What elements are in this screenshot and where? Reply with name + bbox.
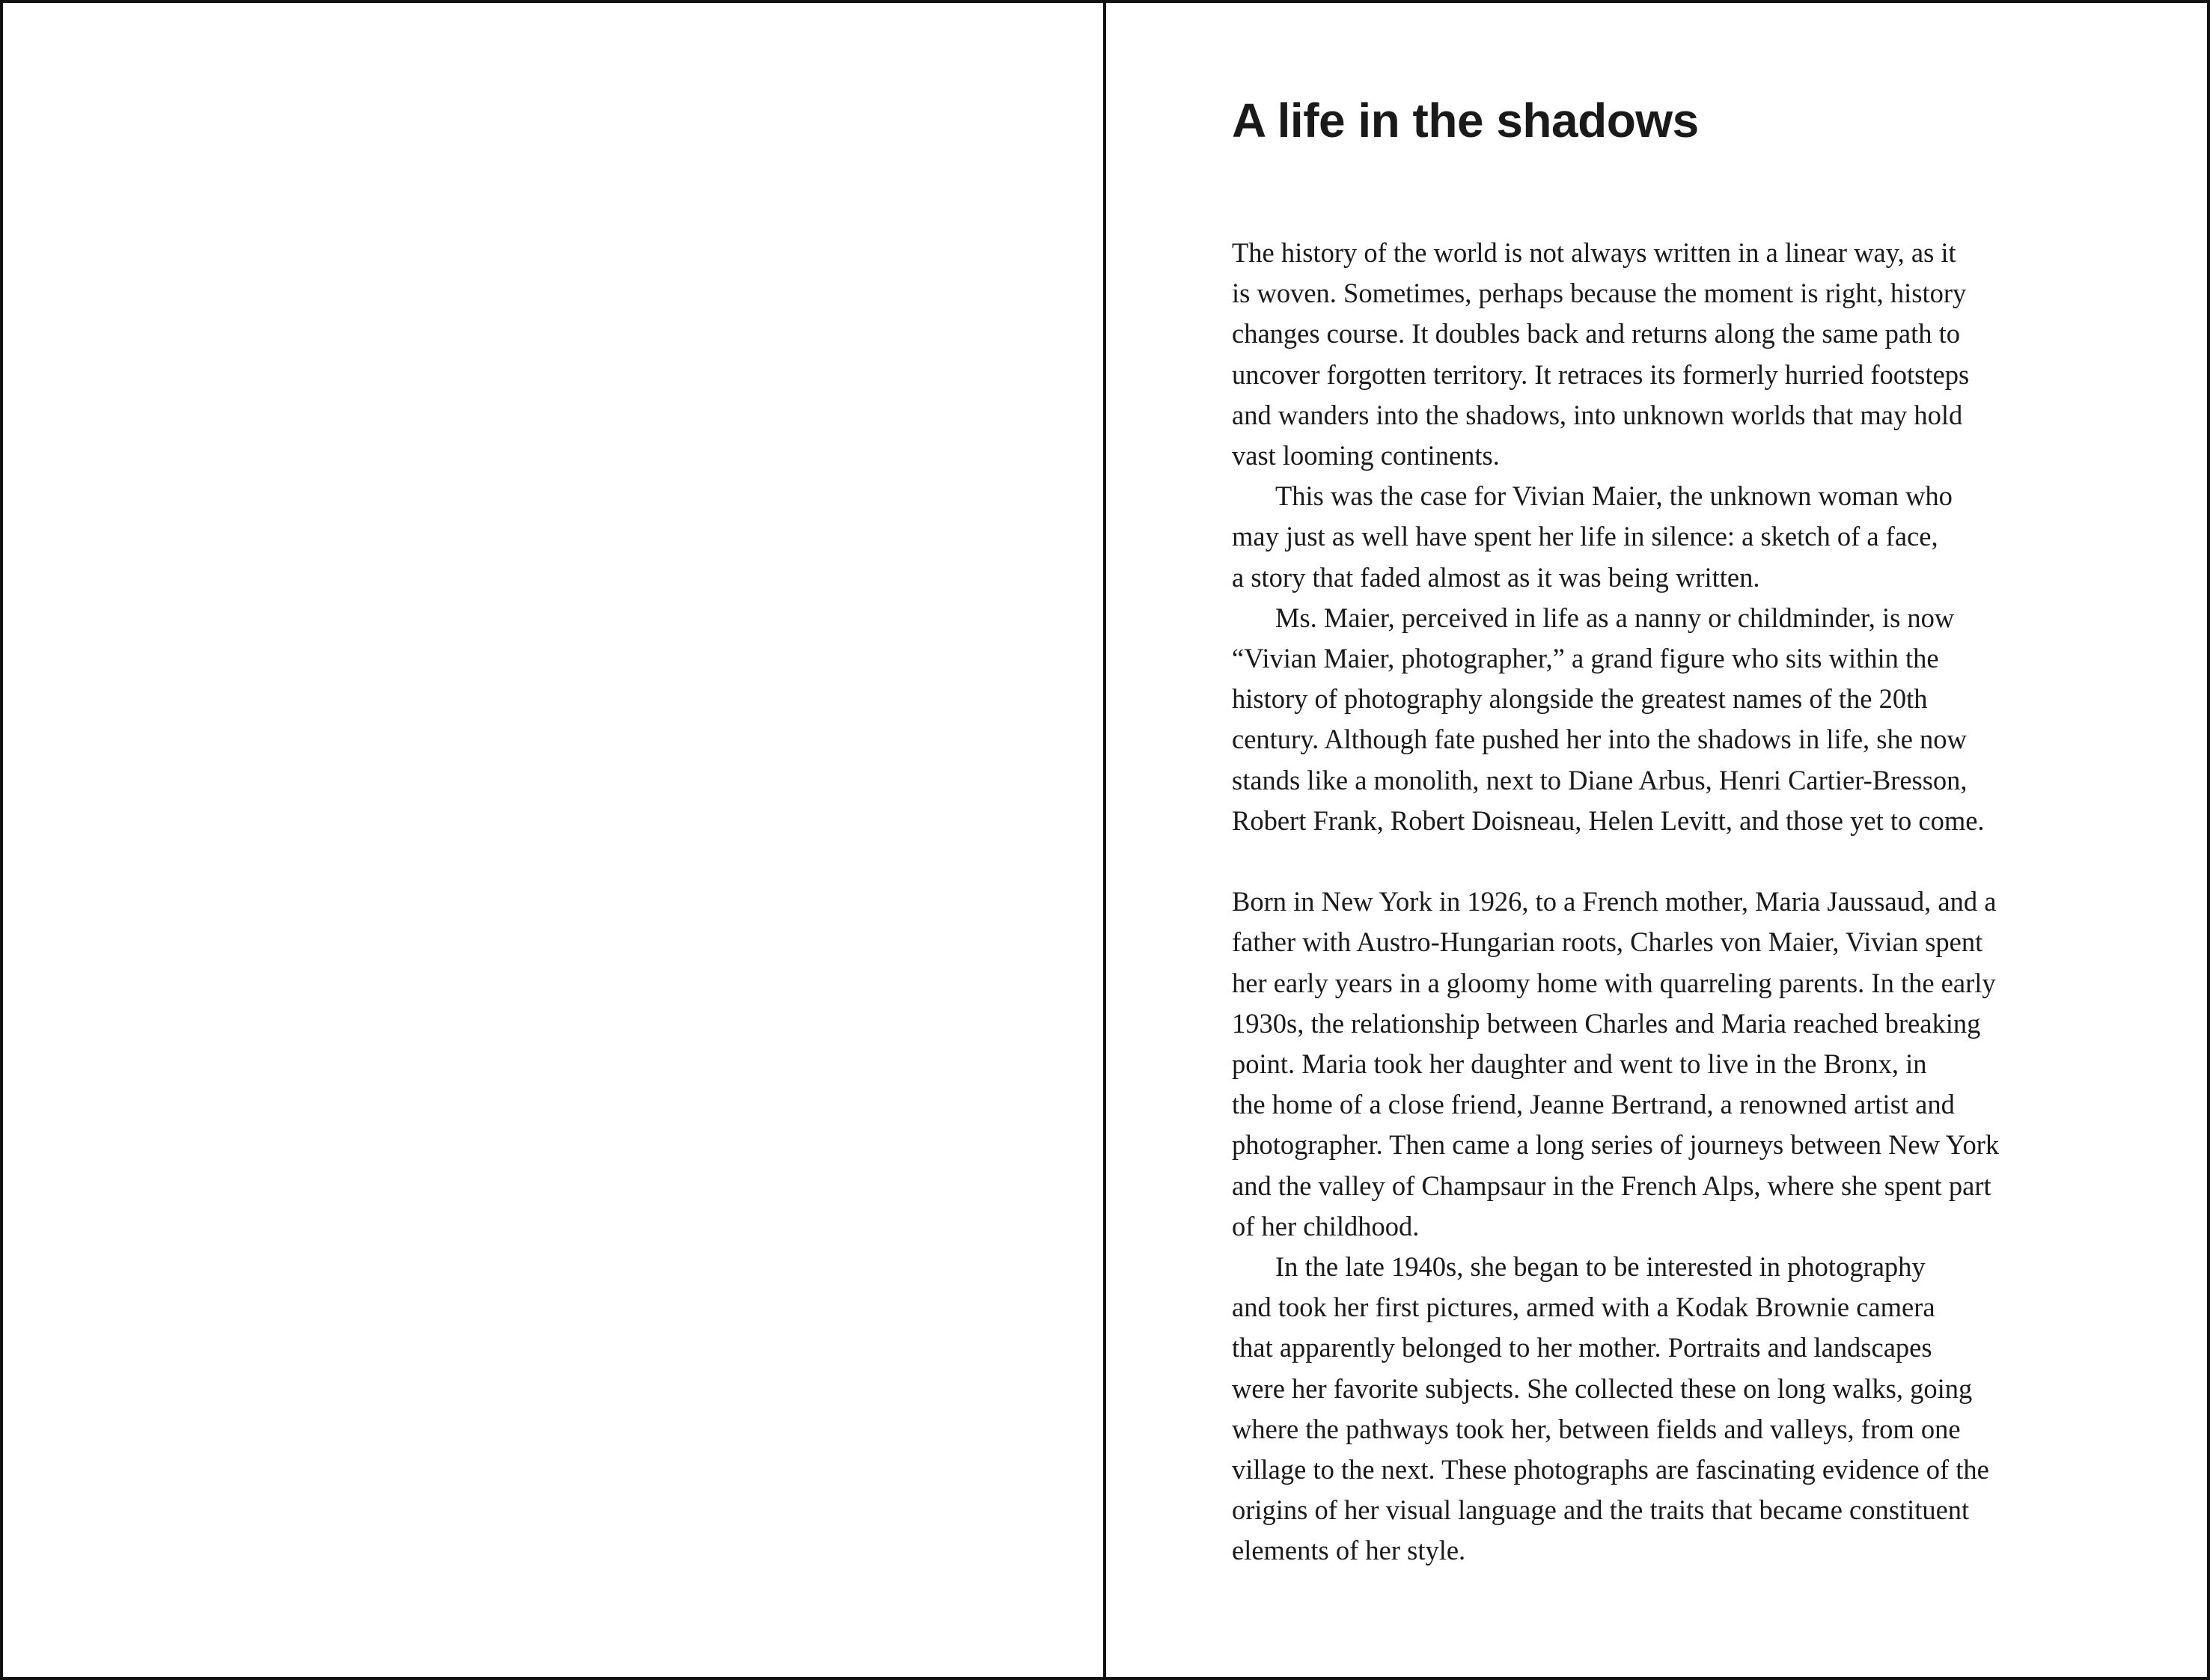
text-line: of her childhood. [1232,1210,1420,1241]
text-line: In the late 1940s, she began to be interested in photography [1275,1251,1926,1283]
text-line: may just as well have spent her life in silence: a sketch of a face, [1232,521,1938,552]
text-line: is woven. Sometimes, perhaps because the moment is right, history [1232,278,1967,309]
paragraph [1232,233,2100,476]
text-line: changes course. It doubles back and returns along the same path to [1232,318,1961,349]
text-line: history of photography alongside the greatest names of the 20th [1232,683,1928,715]
text-line: “Vivian Maier, photographer,” a grand figure who sits within the [1232,643,1939,674]
section-break [1232,841,2100,882]
text-line: and the valley of Champsaur in the French Alps, where she spent part [1232,1170,1991,1201]
text-line: uncover forgotten territory. It retraces its formerly hurried footsteps [1232,358,1970,390]
text-line: Ms. Maier, perceived in life as a nanny or childminder, is now [1275,602,1955,633]
text-line: her early years in a gloomy home with quarreling parents. In the early [1232,967,1996,998]
text-line: where the pathways took her, between fields and valleys, from one [1232,1413,1961,1444]
text-line: the home of a close friend, Jeanne Bertrand, a renowned artist and [1232,1089,1955,1120]
text-line: century. Although fate pushed her into the shadows in life, she now [1232,724,1967,755]
text-line: elements of her style. [1232,1535,1466,1566]
text-line: origins of her visual language and the traits that became constituent [1232,1494,1970,1526]
right-page [1103,0,2210,1680]
text-line: This was the case for Vivian Maier, the unknown woman who [1275,480,1953,512]
text-line: were her favorite subjects. She collected these on long walks, going [1232,1372,1973,1404]
paragraph [1232,598,2100,841]
text-line: father with Austro-Hungarian roots, Charles von Maier, Vivian spent [1232,926,1983,958]
text-line: a story that faded almost as it was being written. [1232,561,1760,593]
text-line: village to the next. These photographs are fascinating evidence of the [1232,1454,1989,1485]
paragraph [1232,476,2100,598]
text-line: vast looming continents. [1232,440,1500,471]
text-line: Robert Frank, Robert Doisneau, Helen Levitt, and those yet to come. [1232,804,1985,836]
chapter-heading: A life in the shadows [1232,94,1699,147]
body-text [1232,233,2100,1571]
text-line: and took her first pictures, armed with a Kodak Brownie camera [1232,1292,1935,1323]
text-line: Born in New York in 1926, to a French mother, Maria Jaussaud, and a [1232,886,1997,917]
text-line: and wanders into the shadows, into unknown worlds that may hold [1232,399,1963,430]
paragraph [1232,1247,2100,1571]
text-line: that apparently belonged to her mother. Portraits and landscapes [1232,1332,1932,1363]
text-line: photographer. Then came a long series of journeys between New York [1232,1129,2000,1161]
text-line: point. Maria took her daughter and went to live in the Bronx, in [1232,1048,1927,1080]
paragraph [1232,882,2100,1247]
text-line: The history of the world is not always written in a linear way, as it [1232,237,1956,268]
text-line: 1930s, the relationship between Charles and Maria reached breaking [1232,1007,1981,1039]
text-line: stands like a monolith, next to Diane Arbus, Henri Cartier-Bresson, [1232,764,1968,795]
